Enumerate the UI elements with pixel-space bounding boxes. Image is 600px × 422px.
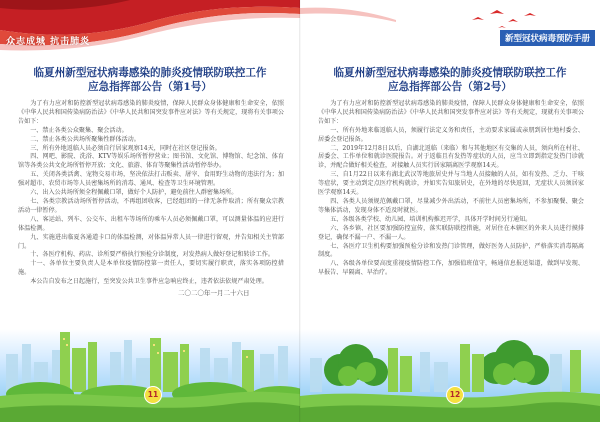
announcement-paragraph: 八、各级各单位要高度重视疫情防控工作，加强值班值守，畅通信息报送渠道，做到早发现、早报告、早隔离、早治疗。 (318, 260, 584, 277)
left-title-line1: 临夏州新型冠状病毒感染的肺炎疫情联防联控工作 (33, 67, 267, 79)
right-body-text (318, 100, 584, 278)
announcement-paragraph: 四、网吧、影院、洗浴、KTV等娱乐场所暂停营业；图书馆、文化馆、博物馆、纪念馆、体育馆等各类公共文化场所暂停开放；文化、旅游、体育等聚集性活动暂停举办。 (18, 153, 284, 170)
right-title-line2: 应急指挥部公告（第2号） (388, 81, 512, 93)
announcement-paragraph: 二、2019年12月8日以后，自湖北返临（来临）和与其他地区有交集的人员，须向所在村社、居委会、工作单位和就诊医院报告。对于返临且有发热等症状的人员，应当立即到指定发热门诊就诊，并配合做好相关检查，对接触人员实行居家隔离医学观察14天。 (318, 144, 584, 170)
announcement-paragraph: 五、关闭各类活禽、宠物交易市场，坚决依法打击贩卖、屠宰、食用野生动物的违法行为；加强对超市、农贸市场等人员密集场所的消毒、通风、检查等卫生环境管理。 (18, 171, 284, 188)
page-number-right: 12 (446, 386, 464, 404)
announcement-paragraph: 一、禁止各类公众聚集、聚会活动。 (30, 126, 128, 134)
announcement-paragraph: 三、自1月22日以来有湖北武汉等地旅居史并与当地人员接触的人员，如有发热、乏力、干咳等症状，要主动到定点医疗机构就诊，并如实告知旅居史，在外地的尽快返回，无症状人员须居家医学观察14天。 (318, 171, 584, 197)
announcement-paragraph: 十一、各单位主要负责人是本单位疫情防控第一责任人，要切实履行职责，落实各项防控措施。 (18, 260, 284, 277)
right-title-line1: 临夏州新型冠状病毒感染的肺炎疫情联防联控工作 (333, 67, 567, 79)
announcement-paragraph: 三、所有外地返临人员必须自行居家观察14天，同时在社区登记报备。 (30, 144, 221, 152)
announcement-paragraph: 为了有力应对和防控新型冠状病毒感染的肺炎疫情，保障人民群众身体健康和生命安全，依照《中华人民共和国传染病防治法》《中华人民共和国突发事件应对法》等有关规定，现将有关事项公告如下： (18, 100, 284, 125)
announcement-paragraph: 八、客运站、列车、公交车、出租车等场所的乘车人员必须佩戴口罩，可以测量体温的应进行体温检测。 (18, 215, 284, 232)
announcement-paragraph: 五、各级各类学校、幼儿园、培训机构推迟开学，具体开学时间另行通知。 (330, 215, 532, 223)
announcement-paragraph: 四、各类人员须规范佩戴口罩，尽量减少外出活动，不前往人员密集场所，不参加聚餐、聚会等集体活动，发现身体不适及时就医。 (318, 197, 584, 214)
book-spine-shadow (299, 0, 301, 422)
right-page (300, 0, 600, 422)
handbook-title-badge: 新型冠状病毒预防手册 (499, 29, 596, 47)
announcement-paragraph: 七、各医疗卫生机构要加强预检分诊和发热门诊管理，做好医务人员防护，严格落实消毒隔离制度。 (318, 242, 584, 259)
left-body-text (18, 100, 284, 287)
announcement-paragraph: 本公告自发布之日起施行，至突发公共卫生事件应急响应终止，违者依法依规严肃处理。 (30, 278, 268, 286)
announcement-paragraph: 九、实施进出临夏各通道卡口的体温检测，对体温异常人员一律进行留观，并告知相关主管部门。 (18, 233, 284, 250)
slogan-text: 众志成城 抗击肺炎 (6, 37, 91, 47)
page-number-left: 11 (144, 386, 162, 404)
left-title-line2: 应急指挥部公告（第1号） (88, 81, 212, 93)
announcement-paragraph: 七、各类宗教活动场所暂停活动，不再组团收客，已经组团的一律无条件取消；所有聚众宗教活动一律暂停。 (18, 197, 284, 214)
red-wave-banner (0, 0, 300, 58)
announcement-paragraph: 六、各乡镇、社区要加强防控宣传，落实联防联控措施，对居住在本辖区的外来人员进行摸排登记，确保不漏一户、不漏一人。 (318, 224, 584, 241)
announcement-paragraph: 一、所有外地来临返临人员，须履行法定义务和责任，主动要求家属或亲朋到居住地村委会、居委会登记报备。 (318, 126, 584, 143)
announcement-paragraph: 六、出入公共场所须全程佩戴口罩，做好个人防护，避免前往人群密集场所。 (30, 189, 238, 197)
announcement-date: 二〇二〇年一月二十六日 (178, 289, 250, 297)
announcement-paragraph: 为了有力应对和防控新型冠状病毒感染的肺炎疫情，保障人民群众身体健康和生命安全，依照《中华人民共和国传染病防治法》《中华人民共和国突发事件应对法》等有关规定，现就有关事项公告如下： (318, 100, 584, 125)
announcement-paragraph: 十、各医疗机构、药店、诊所要严格执行预检分诊制度，对发热病人做好登记和转诊工作。 (30, 251, 274, 259)
announcement-paragraph: 二、禁止各类公共场所聚集性群体活动。 (30, 135, 140, 143)
